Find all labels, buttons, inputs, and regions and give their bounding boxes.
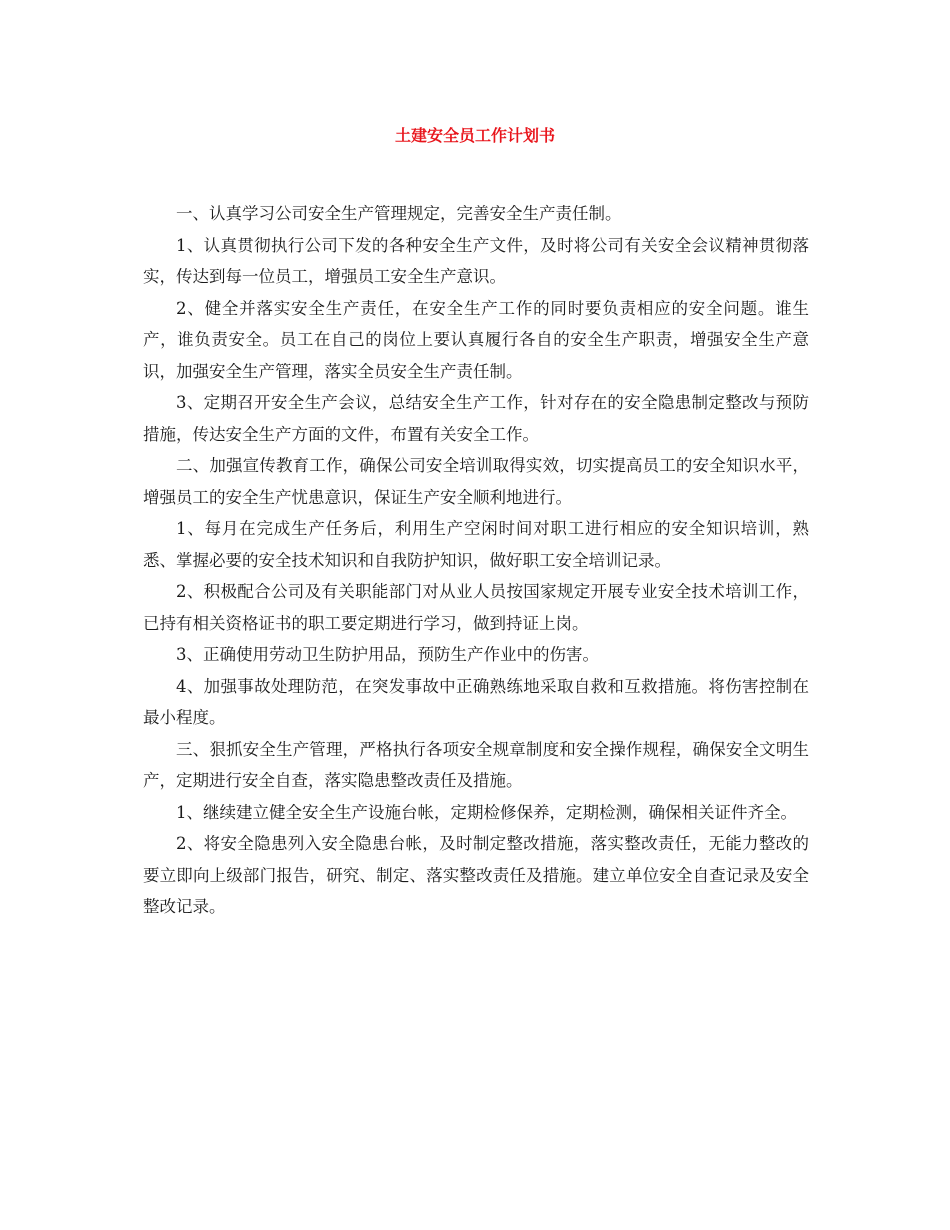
paragraph-section-3-item-1: 1、继续建立健全安全生产设施台帐，定期检修保养，定期检测，确保相关证件齐全。: [176, 802, 797, 822]
paragraph-section-2-heading: 二、加强宣传教育工作，确保公司安全培训取得实效，切实提高员工的安全知识水平，增强员工的安全生产忧患意识，保证生产安全顺利地进行。: [143, 456, 809, 507]
paragraph-section-2-item-2: 2、积极配合公司及有关职能部门对从业人员按国家规定开展专业安全技术培训工作，已持有相关资格证书的职工要定期进行学习，做到持证上岗。: [143, 582, 809, 633]
paragraph-section-2-item-3: 3、正确使用劳动卫生防护用品，预防生产作业中的伤害。: [176, 645, 599, 664]
paragraph-section-1-item-2: 2、健全并落实安全生产责任，在安全生产工作的同时要负责相应的安全问题。谁生产，谁负责安全。员工在自己的岗位上要认真履行各自的安全生产职责，增强安全生产意识，加强安全生产管理，落实全员安全生产责任制。: [143, 298, 809, 381]
paragraph-section-1-item-1: 1、认真贯彻执行公司下发的各种安全生产文件，及时将公司有关安全会议精神贯彻落实，传达到每一位员工，增强员工安全生产意识。: [143, 235, 809, 286]
document-body: [143, 198, 809, 923]
paragraph-section-1-heading: 一、认真学习公司安全生产管理规定，完善安全生产责任制。: [176, 204, 622, 223]
paragraph-section-1-item-3: 3、定期召开安全生产会议，总结安全生产工作，针对存在的安全隐患制定整改与预防措施，传达安全生产方面的文件，布置有关安全工作。: [143, 393, 809, 444]
paragraph-section-2-item-1: 1、每月在完成生产任务后，利用生产空闲时间对职工进行相应的安全知识培训，熟悉、掌握必要的安全技术知识和自我防护知识，做好职工安全培训记录。: [143, 519, 809, 570]
paragraph-section-3-heading: 三、狠抓安全生产管理，严格执行各项安全规章制度和安全操作规程，确保安全文明生产，定期进行安全自查，落实隐患整改责任及措施。: [143, 739, 809, 790]
paragraph-section-3-item-2: 2、将安全隐患列入安全隐患台帐，及时制定整改措施，落实整改责任，无能力整改的要立即向上级部门报告，研究、制定、落实整改责任及措施。建立单位安全自查记录及安全整改记录。: [143, 834, 809, 916]
document-title: 土建安全员工作计划书: [394, 126, 555, 145]
paragraph-section-2-item-4: 4、加强事故处理防范，在突发事故中正确熟练地采取自救和互救措施。将伤害控制在最小程度。: [143, 676, 809, 727]
